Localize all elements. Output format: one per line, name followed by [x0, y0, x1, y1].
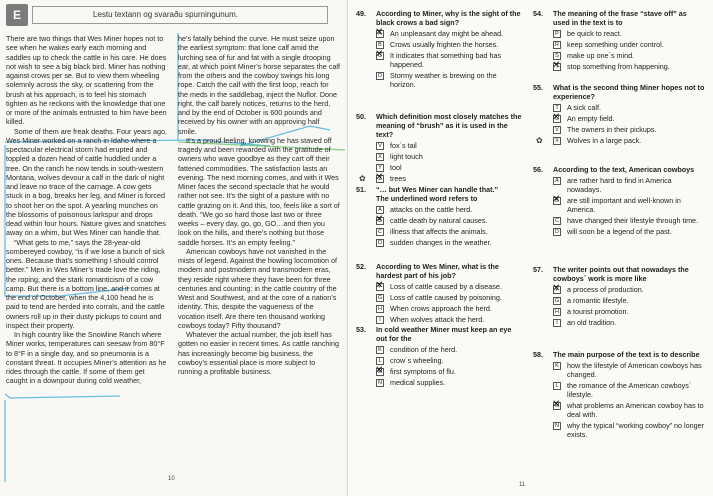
answer-box[interactable]: P: [553, 30, 561, 38]
question-number: 56.: [533, 165, 543, 174]
answer-option[interactable]: [533, 103, 705, 112]
answer-text: the romance of the American cowboys´ lifestyle.: [567, 381, 692, 399]
checked-answer-box[interactable]: M ✕: [553, 402, 561, 410]
question-text: [533, 265, 705, 283]
question-number: 50.: [356, 112, 366, 121]
answer-option[interactable]: [356, 40, 524, 49]
answer-box[interactable]: B: [376, 41, 384, 49]
answer-box[interactable]: G: [554, 298, 560, 304]
question-block: [533, 83, 705, 145]
checked-answer-box[interactable]: M ✕: [376, 368, 384, 376]
checked-answer-box[interactable]: F ✕: [553, 286, 561, 294]
answer-option[interactable]: [356, 378, 524, 387]
answer-option[interactable]: [533, 62, 705, 71]
question-text: [356, 262, 524, 280]
answer-text: why the typical “working cowboy” no longer exists.: [567, 421, 705, 439]
answer-option[interactable]: [356, 238, 524, 247]
checked-answer-box[interactable]: B ✕: [376, 217, 384, 225]
answer-option[interactable]: [533, 285, 705, 294]
answer-option[interactable]: [533, 51, 705, 60]
answer-option[interactable]: [533, 176, 705, 194]
answer-option[interactable]: [356, 293, 524, 302]
answer-option[interactable]: [533, 296, 705, 305]
answer-option[interactable]: [533, 136, 705, 145]
question-number: 52.: [356, 262, 366, 271]
answer-text: first symptoms of flu.: [390, 367, 456, 376]
answer-box[interactable]: G: [377, 295, 383, 301]
answer-option[interactable]: [533, 361, 705, 379]
paragraph: Some of them are freak deaths. Four years ago, Wes Miner worked on a ranch in Idaho where a spectacular electrical storm had erupted and toppled a dozen head of cattle huddled under a tree. On the ranch he now tends in south-western Montana, wolves devour a calf in the dark of night and leave no trace of the carnage. A cow gets stuck in a bog, breaks her leg, and Miner is forced to shoot her on the spot. A yearling munches on the blossoms of poisonous larkspur and drops dead within four hours. Nature gives and snatches away on a whim, but Wes Miner can handle that.: [6, 126, 168, 238]
answer-text: what problems an American cowboy has to deal with.: [567, 401, 704, 419]
question-prompt: The main purpose of the text is to describe: [553, 350, 700, 359]
answer-text: are still important and well-known in America.: [567, 196, 681, 214]
question-block: [356, 185, 524, 247]
answer-box[interactable]: R: [553, 41, 561, 49]
section-header: [6, 4, 328, 26]
checked-answer-box[interactable]: T ✕: [553, 63, 561, 71]
paragraph: he’s fatally behind the curve. He must seize upon the earliest symptom: that lone calf amid the lurching sea of fur and fat with a single drooping ear, at which point Miner’s horse separates the calf from the others and the cowboy swings his long rope. Catch the calf with the first loop, reach for the meds in the saddlebag, inject the Nuflor. Done right, the calf barely notices, returns to the herd, and by the end of October is 600 pounds and received by his owner with an approving half smile.: [178, 34, 340, 136]
question-block: [356, 9, 524, 89]
question-number: 54.: [533, 9, 543, 18]
answer-option[interactable]: [356, 174, 524, 183]
flower-mark-icon: ✿: [536, 136, 543, 145]
answer-option[interactable]: [356, 216, 524, 225]
answer-text: be quick to react.: [567, 29, 622, 38]
answer-option[interactable]: [356, 51, 524, 69]
question-text: [356, 325, 524, 343]
answer-option[interactable]: [533, 125, 705, 134]
answer-option[interactable]: [356, 141, 524, 150]
answer-text: Loss of cattle caused by poisoning.: [390, 293, 502, 302]
paragraph: In high country like the Snowline Ranch where Miner works, temperatures can seesaw from 80°F to 8°F in a single day, and so pneumonia is a constant threat. It occupies Miner’s attention as he rides through the cattle. If some of them get caught in a downpour during cold weather,: [6, 330, 167, 386]
answer-box[interactable]: A: [553, 177, 561, 185]
question-prompt: According to Miner, why is the sight of the black crows a bad sign?: [376, 9, 521, 27]
answer-box[interactable]: C: [553, 217, 561, 225]
answer-text: an old tradition.: [567, 318, 617, 327]
question-text: [533, 83, 705, 101]
answer-option[interactable]: [356, 367, 524, 376]
answer-option[interactable]: [356, 29, 524, 38]
question-text: [533, 350, 705, 359]
question-prompt: The writer points out that nowadays the cowboys´ work is more like: [553, 265, 689, 283]
right-page: [347, 0, 713, 496]
answer-box[interactable]: I: [376, 316, 384, 324]
answer-box[interactable]: L: [553, 382, 561, 390]
answer-text: condition of the herd.: [390, 345, 458, 354]
question-text: [356, 185, 524, 194]
answer-text: illness that affects the animals.: [390, 227, 488, 236]
answer-text: An unpleasant day might be ahead.: [390, 29, 504, 38]
answer-box[interactable]: C: [376, 228, 384, 236]
answer-text: fox´s tail: [390, 141, 417, 150]
checked-answer-box[interactable]: B ✕: [553, 197, 561, 205]
answer-box[interactable]: N: [376, 379, 384, 387]
answer-text: make up one´s mind.: [567, 51, 635, 60]
question-prompt: What is the second thing Miner hopes not to experience?: [553, 83, 705, 101]
checked-answer-box[interactable]: A ✕: [376, 30, 384, 38]
answer-text: When wolves attack the herd.: [390, 315, 485, 324]
answer-text: tool: [390, 163, 402, 172]
left-page: [0, 0, 347, 496]
answer-text: Stormy weather is brewing on the horizon.: [390, 71, 497, 89]
paragraph: “What gets to me,” says the 28-year-old sombereyed cowboy, “is if we lose a bunch of sick ones. Because that’s something I should control better.” Men in Wes Miner’s trade love the riding, the roping, and the stark romanticism of a cow camp. But there is a bottom line, and it comes at the end of October, when the 4,100 head he is paid to tend are herded into corrals, and the cattle owners roll up in their dusty pickups to count and inspect their property.: [6, 237, 165, 330]
question-block: [356, 262, 524, 324]
question-block: [356, 325, 524, 387]
answer-option[interactable]: [533, 307, 705, 316]
answer-text: Loss of cattle caused by a disease.: [390, 282, 502, 291]
answer-box[interactable]: D: [376, 239, 384, 247]
question-text: [533, 165, 705, 174]
answer-text: cattle death by natural causes.: [390, 216, 488, 225]
question-block: [533, 165, 705, 236]
answer-option[interactable]: [533, 318, 705, 327]
question-subprompt: The underlined word refers to: [376, 194, 478, 203]
answer-box[interactable]: D: [376, 72, 384, 80]
answer-text: light touch: [390, 152, 423, 161]
answer-text: medical supplies.: [390, 378, 446, 387]
answer-option[interactable]: [533, 401, 705, 419]
answer-box[interactable]: D: [553, 228, 561, 236]
answer-box[interactable]: K: [376, 346, 384, 354]
question-prompt: The meaning of the frase “stave off” as used in the text is to: [553, 9, 687, 27]
answer-option[interactable]: [533, 114, 705, 123]
checked-answer-box[interactable]: Z ✕: [376, 175, 384, 183]
answer-option[interactable]: [533, 216, 705, 225]
answer-option[interactable]: [356, 205, 524, 214]
text-column-left: [6, 34, 168, 386]
answer-box[interactable]: L: [376, 357, 384, 365]
checked-answer-box[interactable]: C ✕: [376, 52, 384, 60]
answer-option[interactable]: [356, 345, 524, 354]
answer-box[interactable]: I: [553, 319, 561, 327]
answer-option[interactable]: [356, 304, 524, 313]
answer-text: It indicates that something bad has happened.: [390, 51, 502, 69]
answer-text: The owners in their pickups.: [567, 125, 657, 134]
flower-mark-icon: ✿: [359, 174, 366, 183]
question-number: 49.: [356, 9, 366, 18]
answer-box[interactable]: X: [376, 153, 384, 161]
paragraph: American cowboys have not vanished in the mists of legend. Against the howling locomotion of modern and postmodern and transmodern eras, they reside right where they have been for three centuries and counting: in the cattle country of the West and Southwest, and at the core of a nation’s identity. This, despite the vagueness of the vocation itself. Are there ten thousand working cowboys today? Fifty thousand?: [178, 246, 338, 330]
question-text: [533, 9, 705, 27]
answer-text: will soon be a legend of the past.: [567, 227, 672, 236]
answer-text: attacks on the cattle herd.: [390, 205, 473, 214]
instruction-box: Lestu textann og svaraðu spurningunum.: [32, 6, 328, 24]
answer-text: An empty field.: [567, 114, 615, 123]
answer-box[interactable]: H: [553, 308, 561, 316]
question-number: 58.: [533, 350, 543, 359]
section-badge: E: [6, 4, 28, 26]
question-number: 55.: [533, 83, 543, 92]
answer-box[interactable]: A: [376, 206, 384, 214]
answer-text: crow´s wheeling.: [390, 356, 444, 365]
question-block: [533, 9, 705, 71]
answer-option[interactable]: [356, 71, 524, 89]
answer-option[interactable]: [356, 356, 524, 365]
answer-text: Wolves in a large pack.: [567, 136, 642, 145]
paragraph: There are two things that Wes Miner hopes not to see when he wakes early each morning and saddles up to check the cattle in his care. He does not wish to see a big black bird. Miner has nothing against crows per se. But to view them wheeling solemnly across the sky, or scattering from the brush at his approach, is to feel his stomach tighten as he reckons with the knowledge that one or more of the animals entrusted to him have been killed.: [6, 34, 167, 127]
answer-option[interactable]: [533, 29, 705, 38]
answer-text: a process of production.: [567, 285, 644, 294]
checked-answer-box[interactable]: F ✕: [376, 283, 384, 291]
answer-option[interactable]: [533, 227, 705, 236]
answer-option[interactable]: [356, 315, 524, 324]
answer-text: stop something from happening.: [567, 62, 670, 71]
answer-box[interactable]: V: [553, 126, 561, 134]
question-block: [533, 350, 705, 439]
answer-text: have changed their lifestyle through time.: [567, 216, 699, 225]
answer-option[interactable]: [533, 196, 705, 214]
page-number: 10: [168, 476, 175, 482]
answer-box[interactable]: T: [553, 104, 561, 112]
answer-box[interactable]: N: [553, 422, 561, 430]
answer-text: a romantic lifestyle.: [567, 296, 629, 305]
question-prompt: Which definition most closely matches the meaning of “brush” as it is used in the text?: [376, 112, 522, 139]
question-prompt: According to the text, American cowboys: [553, 165, 695, 174]
answer-text: are rather hard to find in America nowadays.: [567, 176, 672, 194]
question-prompt: According to Wes Miner, what is the hardest part of his job?: [376, 262, 499, 280]
answer-box[interactable]: S: [553, 52, 561, 60]
page-number: 11: [519, 482, 526, 488]
answer-option[interactable]: [533, 40, 705, 49]
answer-text: a tourist promotion.: [567, 307, 629, 316]
question-block: [533, 265, 705, 327]
answer-box[interactable]: H: [376, 305, 384, 313]
answer-option[interactable]: [356, 152, 524, 161]
question-block: [356, 112, 524, 183]
answer-text: keep something under control.: [567, 40, 664, 49]
answer-box[interactable]: X: [553, 137, 561, 145]
paragraph: It’s a proud feeling, knowing he has staved off tragedy and been rewarded with the gratitude of owners who wave goodbye as they cart off their fattened commodities. The satisfaction lasts an evening. The next morning comes, and with it Wes Miner faces the second spectacle that he would rather not see. It’s the sight of a pasture with no cattle grazing on it. And this, too, feels like a sort of death. “We go so hard those last two or three weeks – every day, go, go, GO…and then you look on the hills, and there’s nothing but those saddle horses. It’s an empty feeling.”: [178, 135, 340, 247]
question-prompt: In cold weather Miner must keep an eye out for the: [376, 325, 512, 343]
answer-option[interactable]: [533, 381, 705, 399]
answer-box[interactable]: Y: [376, 164, 384, 172]
answer-text: When crows approach the herd.: [390, 304, 492, 313]
answer-text: A sick calf.: [567, 103, 601, 112]
answer-text: Crows usually frighten the horses.: [390, 40, 499, 49]
answer-text: sudden changes in the weather.: [390, 238, 492, 247]
answer-box[interactable]: V: [376, 142, 384, 150]
question-prompt: “… but Wes Miner can handle that.”: [376, 185, 499, 194]
answer-box[interactable]: K: [553, 362, 561, 370]
answer-text: how the lifestyle of American cowboys has changed.: [567, 361, 702, 379]
checked-answer-box[interactable]: U ✕: [553, 115, 561, 123]
question-text: [356, 112, 524, 139]
answer-option[interactable]: [356, 163, 524, 172]
answer-option[interactable]: [533, 421, 705, 439]
question-number: 51.: [356, 185, 366, 194]
question-number: 57.: [533, 265, 543, 274]
text-column-right: [178, 34, 340, 376]
paragraph: Whatever the actual number, the job itself has gotten no easier in recent times. As cattle ranching has increasingly become big business, the cowboy’s essential place is more subject to running a profitable business.: [178, 330, 340, 376]
question-number: 53.: [356, 325, 366, 334]
question-text: [356, 9, 524, 27]
answer-option[interactable]: [356, 282, 524, 291]
answer-text: trees: [390, 174, 406, 183]
answer-option[interactable]: [356, 227, 524, 236]
